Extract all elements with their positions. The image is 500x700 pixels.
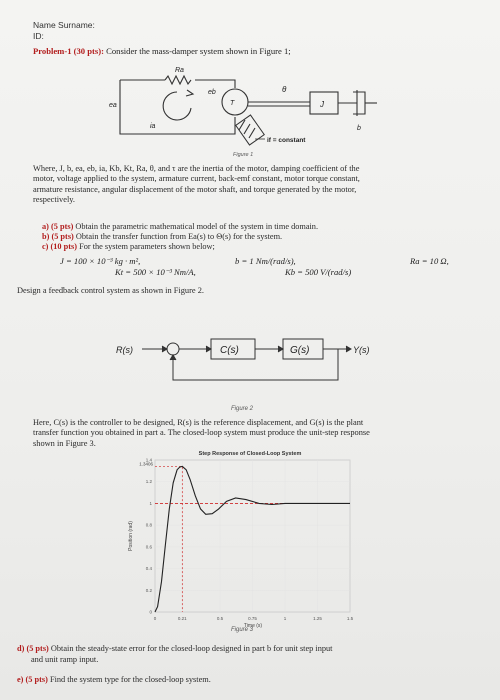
here-line: Here, C(s) is the controller to be designed, R(s) is the reference displacement, and G(s) is the plant xyxy=(33,418,364,427)
figure-2-block-diagram xyxy=(110,335,380,395)
param-j: J = 100 × 10⁻³ kg · m², xyxy=(60,256,141,266)
part-d-text-continued: and unit ramp input. xyxy=(31,654,99,664)
figure-1-caption: Figure 1 xyxy=(233,152,254,158)
param-b: b = 1 Nm/(rad/s), xyxy=(235,256,296,266)
part-b xyxy=(42,232,282,241)
figure-3-caption: Figure 3 xyxy=(231,627,254,633)
part-e xyxy=(17,675,211,686)
here-line: transfer function you obtained in part a. The closed-loop system must produce the unit-step response xyxy=(33,428,370,438)
eb-label: eb xyxy=(208,89,216,96)
part-c-tag: c) (10 pts) xyxy=(42,242,78,251)
part-a-text: Obtain the parametric mathematical model of the system in time domain. xyxy=(75,222,319,231)
x-tick-label: 0 xyxy=(153,616,157,621)
param-kb: Kb = 500 V/(rad/s) xyxy=(285,267,352,277)
param-ra: Ra = 10 Ω, xyxy=(410,256,449,266)
y-tick-label: 0.8 xyxy=(145,522,152,528)
part-e-text: Find the system type for the closed-loop system. xyxy=(49,675,211,684)
part-e-tag: e) (5 pts) xyxy=(17,675,48,684)
y-tick-label: 1.4 xyxy=(145,457,152,463)
figure-1-diagram xyxy=(95,62,395,162)
y-tick-label: 1 xyxy=(149,500,152,506)
description-line: motor, voltage applied to the system, armature current, back-emf constant, motor torque constant, xyxy=(33,174,360,184)
part-b-tag: b) (5 pts) xyxy=(42,232,74,241)
y-tick-label: 1.2 xyxy=(145,479,152,485)
x-tick-label: 0.75 xyxy=(248,616,257,621)
problem-tag: Problem-1 (30 pts): xyxy=(33,46,104,56)
plant-gs-label: G(s) xyxy=(290,345,310,356)
y-tick-label: 0.4 xyxy=(145,566,152,572)
part-d-tag: d) (5 pts) xyxy=(17,644,49,653)
inertia-label: J xyxy=(320,100,324,109)
name-surname-label: Name Surname: xyxy=(33,20,95,30)
peak-value-label: 1.3406 xyxy=(139,461,153,467)
id-label: ID: xyxy=(33,31,44,41)
y-tick-label: 0.2 xyxy=(145,587,152,593)
part-a-tag: a) (5 pts) xyxy=(42,222,74,231)
input-rs-label: R(s) xyxy=(116,345,133,355)
ra-label: Ra xyxy=(175,67,184,74)
y-tick-label: 0.6 xyxy=(145,544,152,550)
x-tick-label: 1 xyxy=(283,616,287,621)
damping-label: b xyxy=(357,125,361,132)
chart-title: Step Response of Closed-Loop System xyxy=(198,451,302,457)
y-axis-label: Position (rad) xyxy=(128,521,134,551)
step-response-chart xyxy=(120,446,360,631)
param-kt: Kt = 500 × 10⁻³ Nm/A, xyxy=(115,267,196,277)
x-tick-label: 1.25 xyxy=(313,616,322,621)
part-d xyxy=(17,644,497,665)
description-line: armature resistance, angular displacement of the motor shaft, and torque generated by the motor, xyxy=(33,184,357,194)
output-ys-label: Y(s) xyxy=(353,345,370,355)
problem-statement xyxy=(33,46,483,56)
problem-text: Consider the mass-damper system shown in Figure 1; xyxy=(106,46,291,56)
x-axis-label: Time (s) xyxy=(243,623,263,629)
here-line: shown in Figure 3. xyxy=(33,438,96,448)
controller-cs-label: C(s) xyxy=(220,345,239,356)
part-c xyxy=(42,242,215,251)
ea-label: ea xyxy=(109,102,117,109)
here-paragraph xyxy=(33,418,493,449)
figure-2-caption: Figure 2 xyxy=(231,406,254,412)
part-b-text: Obtain the transfer function from Ea(s) to Θ(s) for the system. xyxy=(75,232,283,241)
x-tick-label: 0.5 xyxy=(216,616,224,621)
description-line: Where, J, b, ea, eb, ia, Kb, Kt, Ra, θ, and τ are the inertia of the motor, damping coefficient of the xyxy=(33,164,360,173)
torque-label: T xyxy=(230,100,235,107)
part-d-text: Obtain the steady-state error for the closed-loop designed in part b for unit step input xyxy=(50,644,333,653)
field-constant-label: if = constant xyxy=(267,137,306,144)
part-a xyxy=(42,222,318,231)
y-tick-label: 0 xyxy=(149,609,152,615)
theta-label: θ xyxy=(282,85,287,94)
x-tick-label: 1.5 xyxy=(346,616,354,621)
description-paragraph xyxy=(33,164,483,206)
ia-label: ia xyxy=(150,123,156,130)
design-instruction: Design a feedback control system as shown in Figure 2. xyxy=(17,286,205,295)
description-line: respectively. xyxy=(33,195,76,205)
part-c-text: For the system parameters shown below; xyxy=(79,242,215,251)
x-tick-label: 0.21 xyxy=(177,616,187,621)
